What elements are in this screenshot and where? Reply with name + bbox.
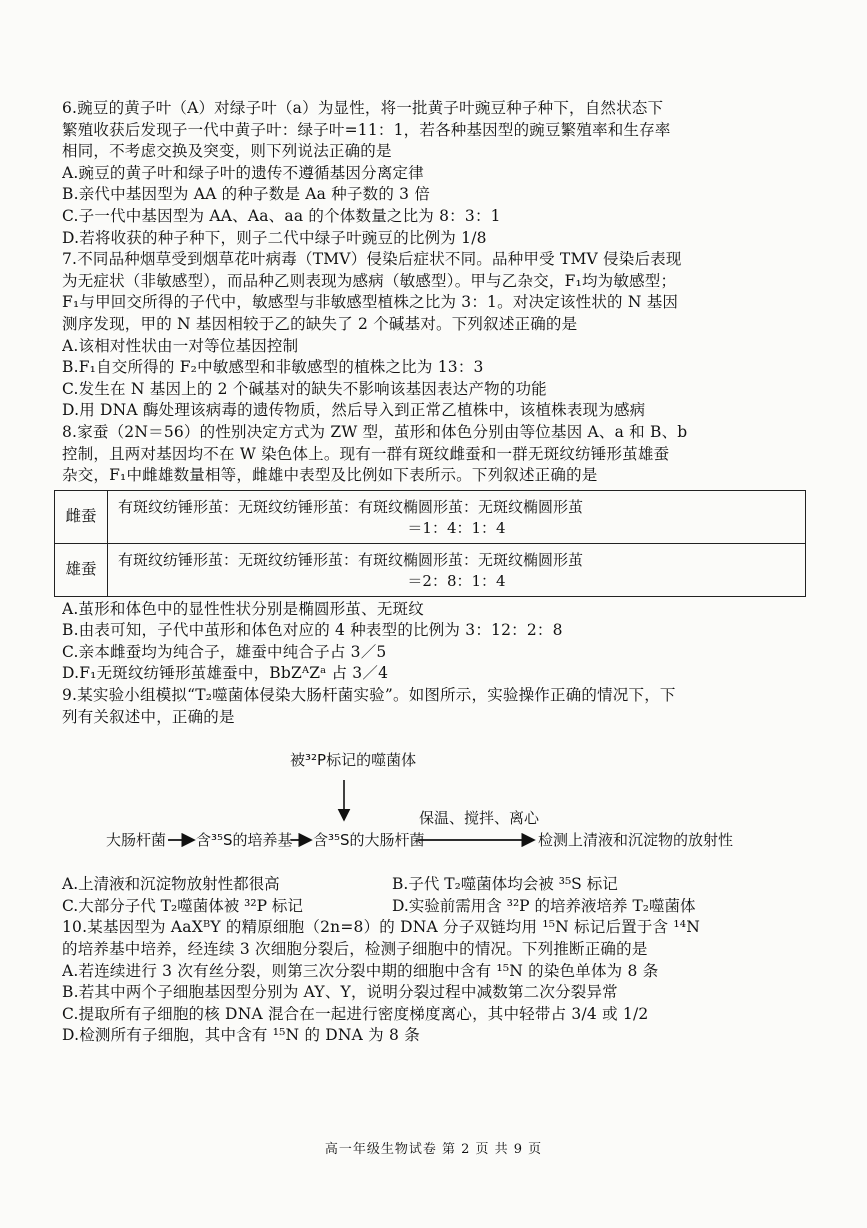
label-ecoli: 大肠杆菌 — [106, 831, 167, 850]
question-6 — [62, 98, 832, 249]
question-stem: 6.豌豆的黄子叶（A）对绿子叶（a）为显性，将一批黄子叶豌豆种子种下，自然状态下 — [62, 99, 664, 117]
options-row — [62, 874, 832, 896]
option-c: C.亲本雌蚕均为纯合子，雄蚕中纯合子占 3／5 — [62, 642, 387, 661]
option-a: A.茧形和体色中的显性性状分别是椭圆形茧、无斑纹 — [62, 599, 424, 618]
experiment-flow-diagram — [62, 732, 832, 872]
option-d: D.实验前需用含 ³²P 的培养液培养 T₂噬菌体 — [392, 896, 696, 915]
question-stem: 为无症状（非敏感型），而品种乙则表现为感病（敏感型）。甲与乙杂交，F₁均为敏感型； — [62, 271, 677, 290]
option-a: A.豌豆的黄子叶和绿子叶的遗传不遵循基因分离定律 — [62, 163, 424, 182]
page-footer: 高一年级生物试卷 第 2 页 共 9 页 — [324, 1142, 543, 1157]
question-stem: 繁殖收获后发现子一代中黄子叶：绿子叶=11：1，若各种基因型的豌豆繁殖率和生存率 — [62, 120, 671, 139]
option-b: B.若其中两个子细胞基因型分别为 AY、Y，说明分裂过程中减数第二次分裂异常 — [62, 983, 618, 1002]
label-labeled-ecoli: 含³⁵S的大肠杆菌 — [313, 831, 425, 850]
phenotype-ratio: ＝2：8：1：4 — [407, 571, 506, 590]
option-b: B.F₁自交所得的 F₂中敏感型和非敏感型的植株之比为 13：3 — [62, 358, 484, 377]
question-stem: F₁与甲回交所得的子代中，敏感型与非敏感型植株之比为 3：1。对决定该性状的 N 基因 — [62, 293, 679, 312]
option-d: D.用 DNA 酶处理该病毒的遗传物质，然后导入到正常乙植株中，该植株表现为感病 — [62, 401, 646, 420]
option-b: B.由表可知，子代中茧形和体色对应的 4 种表型的比例为 3：12：2：8 — [62, 621, 563, 640]
phenotype-table — [54, 490, 806, 597]
option-d: D.F₁无斑纹纺锤形茧雄蚕中，BbZᴬZᵃ 占 3／4 — [62, 664, 389, 683]
option-a: A.该相对性状由一对等位基因控制 — [62, 336, 299, 355]
option-c: C.发生在 N 基因上的 2 个碱基对的缺失不影响该基因表达产物的功能 — [62, 379, 547, 398]
question-stem: 杂交，F₁中雌雄数量相等，雌雄中表型及比例如下表所示。下列叙述正确的是 — [62, 466, 598, 485]
row-label: 雌蚕 — [55, 491, 108, 543]
options-row — [62, 896, 832, 918]
label-steps: 保温、搅拌、离心 — [419, 809, 540, 828]
option-a: A.若连续进行 3 次有丝分裂，则第三次分裂中期的细胞中含有 ¹⁵N 的染色单体为 8 条 — [62, 961, 659, 980]
label-labeled-phage: 被³²P标记的噬菌体 — [290, 751, 417, 770]
question-stem: 7.不同品种烟草受到烟草花叶病毒（TMV）侵染后症状不同。品种甲受 TMV 侵染后表现 — [62, 250, 682, 269]
question-stem: 列有关叙述中，正确的是 — [62, 707, 235, 726]
table-row — [55, 543, 805, 596]
question-stem: 10.某基因型为 AaXᴮY 的精原细胞（2n=8）的 DNA 分子双链均用 ¹⁵N 标记后置于含 ¹⁴N — [62, 918, 700, 937]
option-a: A.上清液和沉淀物放射性都很高 — [62, 875, 280, 894]
option-b: B.亲代中基因型为 AA 的种子数是 Aa 种子数的 3 倍 — [62, 185, 431, 204]
row-label: 雄蚕 — [55, 544, 108, 596]
question-stem: 8.家蚕（2N＝56）的性别决定方式为 ZW 型，茧形和体色分别由等位基因 A、a 和 B、b — [62, 422, 688, 441]
phenotype-ratio: ＝1：4：1：4 — [407, 518, 506, 537]
table-row — [55, 491, 805, 543]
question-stem: 9.某实验小组模拟“T₂噬菌体侵染大肠杆菌实验”。如图所示，实验操作正确的情况下，下 — [62, 686, 676, 705]
option-b: B.子代 T₂噬菌体均会被 ³⁵S 标记 — [392, 875, 618, 894]
question-8 — [62, 422, 832, 685]
question-7 — [62, 249, 832, 422]
question-stem: 的培养基中培养，经连续 3 次细胞分裂后，检测子细胞中的情况。下列推断正确的是 — [62, 940, 648, 959]
row-content — [108, 544, 805, 596]
label-medium: 含³⁵S的培养基 — [196, 831, 293, 850]
question-content — [62, 98, 832, 1047]
question-stem: 相同，不考虑交换及突变，则下列说法正确的是 — [62, 142, 392, 161]
question-10 — [62, 917, 832, 1047]
option-c: C.大部分子代 T₂噬菌体被 ³²P 标记 — [62, 896, 303, 915]
option-d: D.若将收获的种子种下，则子二代中绿子叶豌豆的比例为 1/8 — [62, 228, 487, 247]
row-content — [108, 491, 805, 543]
question-stem: 测序发现，甲的 N 基因相较于乙的缺失了 2 个碱基对。下列叙述正确的是 — [62, 314, 578, 333]
question-stem: 控制，且两对基因均不在 W 染色体上。现有一群有斑纹雌蚕和一群无斑纹纺锤形茧雄蚕 — [62, 444, 670, 463]
option-c: C.提取所有子细胞的核 DNA 混合在一起进行密度梯度离心，其中轻带占 3/4 或 1/2 — [62, 1004, 649, 1023]
option-c: C.子一代中基因型为 AA、Aa、aa 的个体数量之比为 8：3：1 — [62, 206, 501, 225]
option-d: D.检测所有子细胞，其中含有 ¹⁵N 的 DNA 为 8 条 — [62, 1026, 420, 1045]
label-detect: 检测上清液和沉淀物的放射性 — [538, 831, 734, 850]
question-9 — [62, 685, 832, 917]
phenotype-list: 有斑纹纺锤形茧：无斑纹纺锤形茧：有斑纹椭圆形茧：无斑纹椭圆形茧 — [118, 497, 584, 516]
phenotype-list: 有斑纹纺锤形茧：无斑纹纺锤形茧：有斑纹椭圆形茧：无斑纹椭圆形茧 — [118, 550, 584, 569]
